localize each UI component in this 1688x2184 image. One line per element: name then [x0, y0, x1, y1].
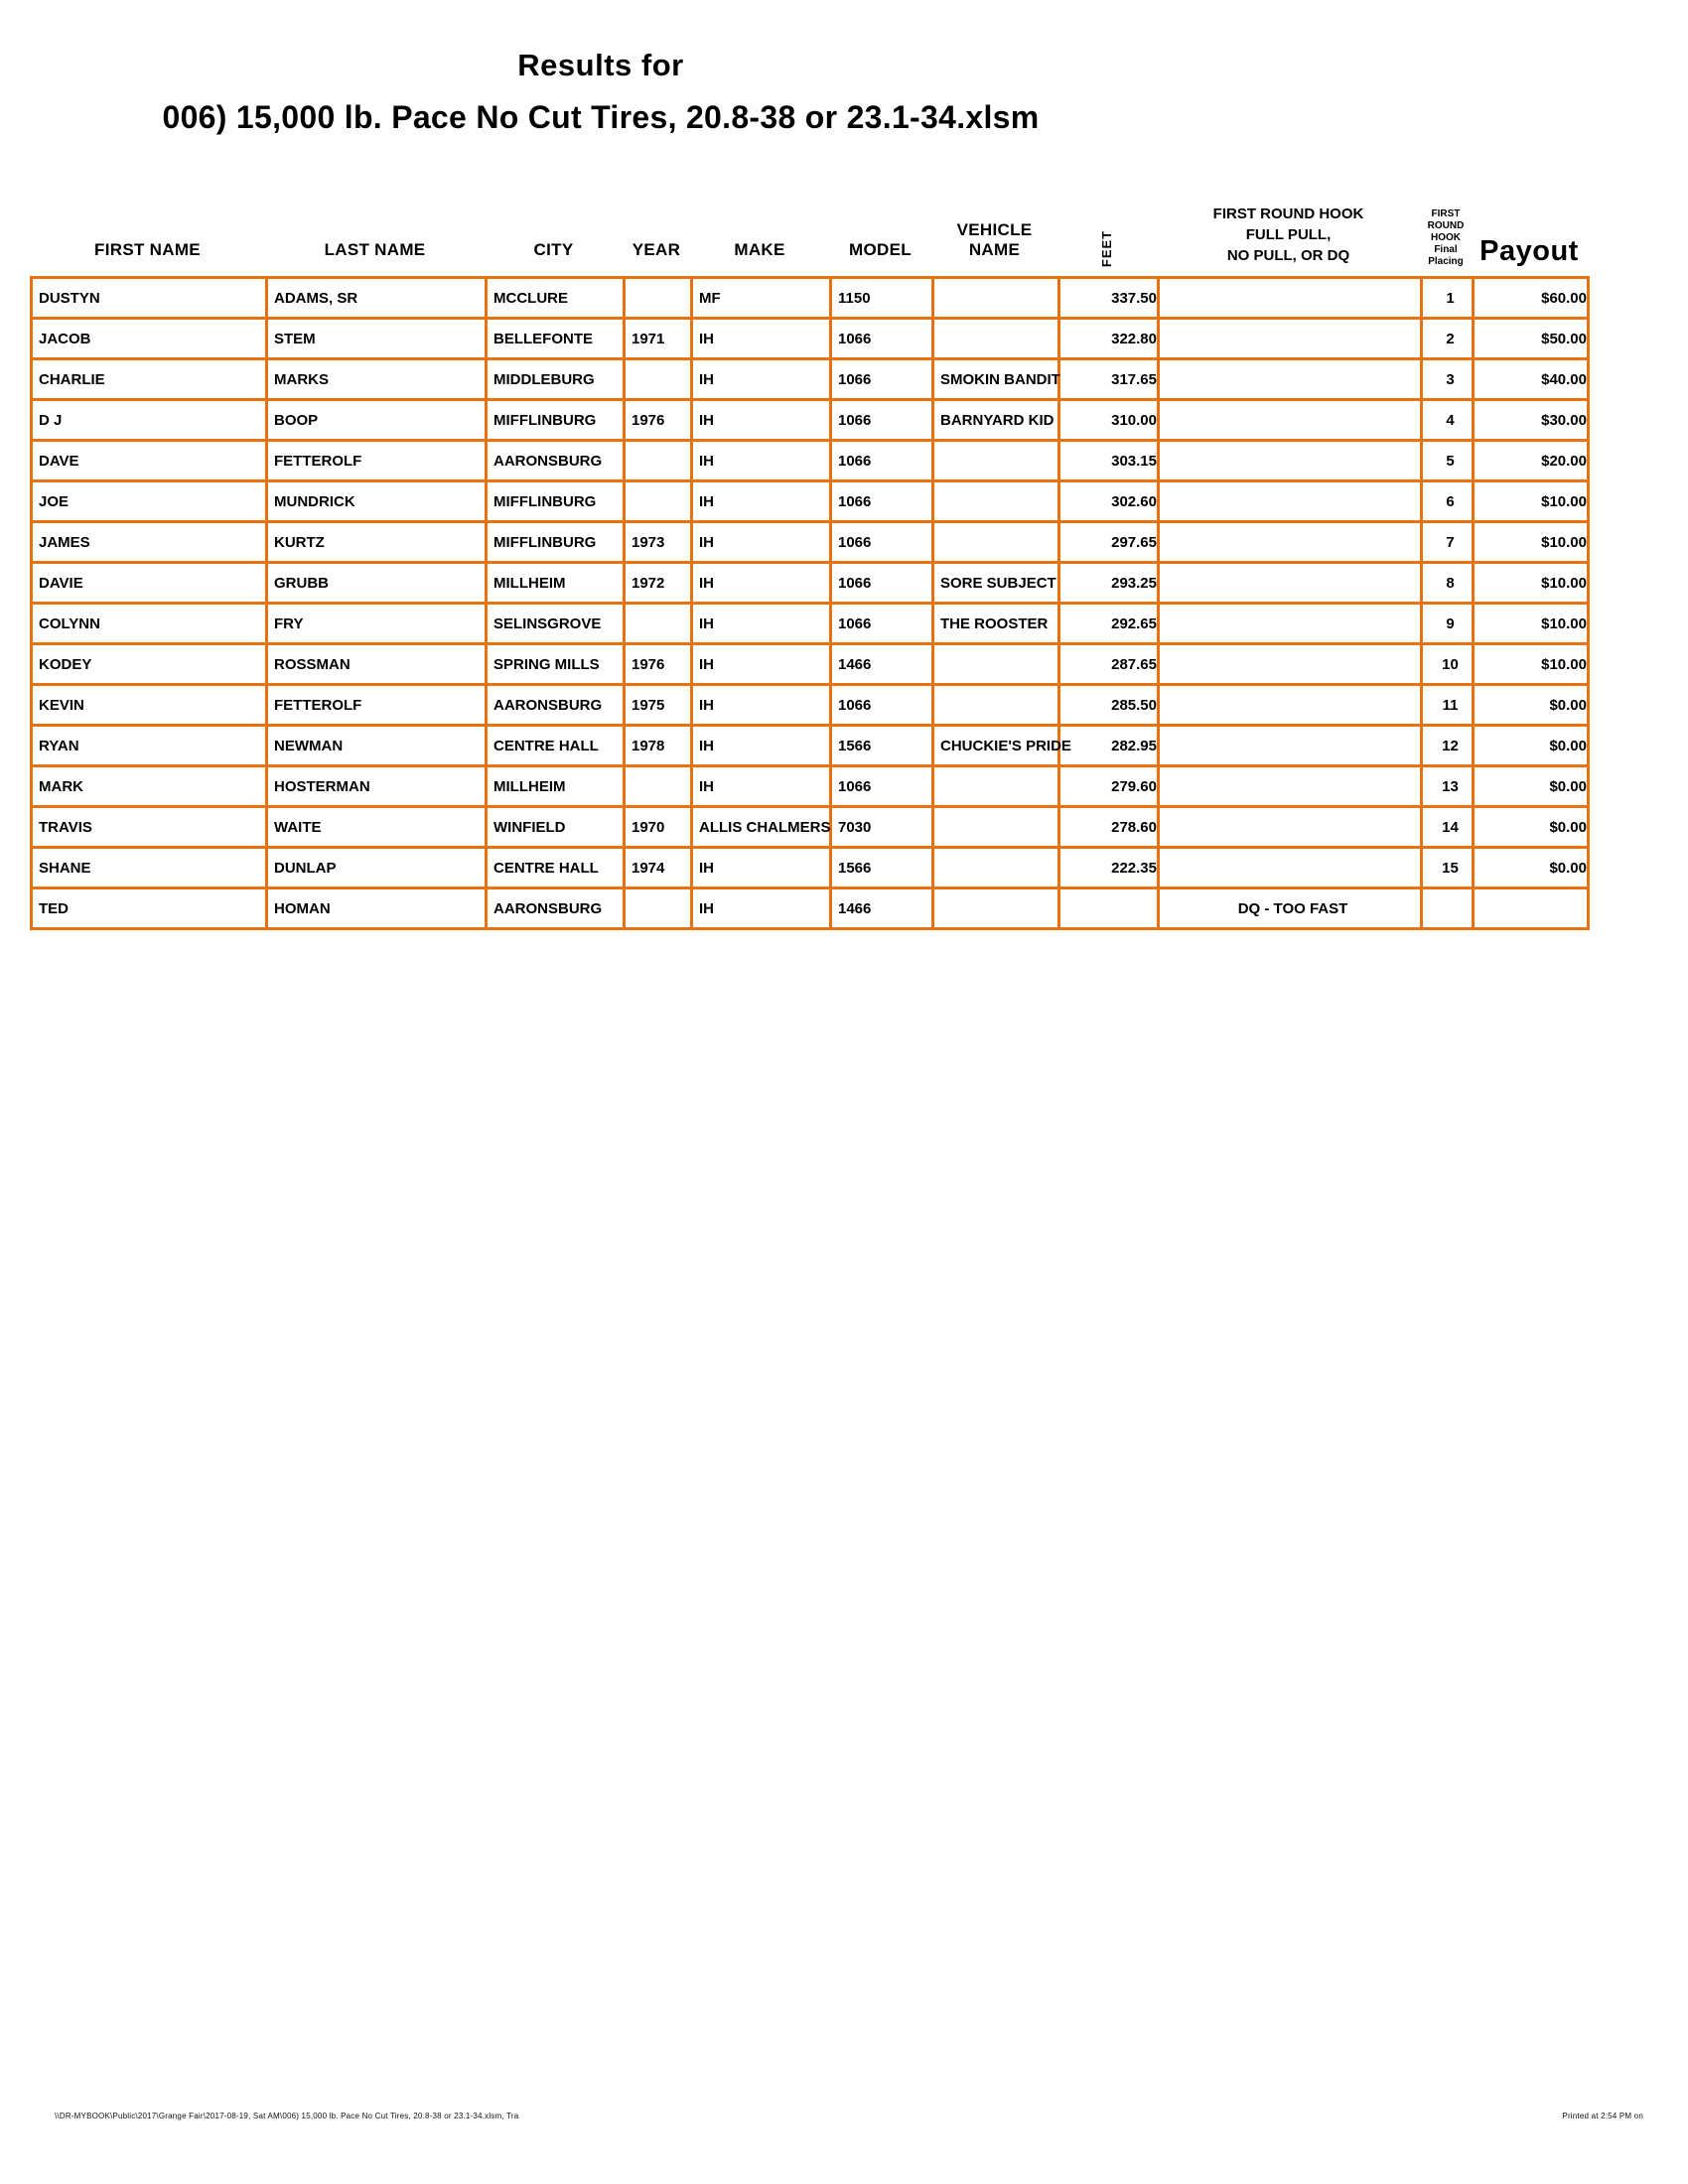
cell-feet: 287.65 — [1059, 644, 1159, 685]
cell-city: MIFFLINBURG — [487, 522, 625, 563]
col-header-year: YEAR — [632, 240, 681, 259]
cell-model: 1066 — [831, 441, 933, 481]
cell-year: 1972 — [625, 563, 692, 604]
cell-first-name: JACOB — [32, 319, 267, 359]
cell-final-placing: 8 — [1422, 563, 1474, 604]
cell-final-placing: 2 — [1422, 319, 1474, 359]
cell-feet — [1059, 888, 1159, 929]
column-header-row — [30, 149, 1587, 276]
cell-city: CENTRE HALL — [487, 848, 625, 888]
cell-first-round-hook-result — [1159, 848, 1422, 888]
cell-payout: $0.00 — [1474, 766, 1589, 807]
cell-last-name: STEM — [267, 319, 487, 359]
cell-vehicle-name — [933, 522, 1059, 563]
cell-make: IH — [692, 888, 831, 929]
placing-header-line5: Placing — [1428, 256, 1464, 267]
cell-make: IH — [692, 644, 831, 685]
cell-vehicle-name — [933, 441, 1059, 481]
cell-first-name: TRAVIS — [32, 807, 267, 848]
cell-payout: $20.00 — [1474, 441, 1589, 481]
cell-first-round-hook-result — [1159, 644, 1422, 685]
placing-header-line1: FIRST — [1431, 208, 1461, 219]
footer-printed-time: Printed at 2:54 PM on — [1562, 2112, 1643, 2120]
cell-year: 1976 — [625, 400, 692, 441]
cell-final-placing: 3 — [1422, 359, 1474, 400]
table-row — [32, 319, 1589, 359]
cell-last-name: FRY — [267, 604, 487, 644]
table-row — [32, 604, 1589, 644]
cell-feet: 310.00 — [1059, 400, 1159, 441]
cell-city: SPRING MILLS — [487, 644, 625, 685]
cell-make: IH — [692, 563, 831, 604]
cell-make: IH — [692, 481, 831, 522]
cell-first-round-hook-result — [1159, 563, 1422, 604]
cell-final-placing: 15 — [1422, 848, 1474, 888]
table-row — [32, 400, 1589, 441]
cell-year: 1978 — [625, 726, 692, 766]
col-header-payout: Payout — [1479, 235, 1579, 267]
cell-last-name: MARKS — [267, 359, 487, 400]
cell-first-name: MARK — [32, 766, 267, 807]
cell-last-name: BOOP — [267, 400, 487, 441]
col-header-make: MAKE — [734, 240, 785, 259]
cell-city: MILLHEIM — [487, 563, 625, 604]
cell-first-round-hook-result — [1159, 359, 1422, 400]
cell-last-name: HOSTERMAN — [267, 766, 487, 807]
cell-city: AARONSBURG — [487, 441, 625, 481]
cell-feet: 293.25 — [1059, 563, 1159, 604]
cell-last-name: ADAMS, SR — [267, 278, 487, 319]
cell-vehicle-name — [933, 766, 1059, 807]
results-table-body — [32, 278, 1589, 929]
cell-first-round-hook-result: DQ - TOO FAST — [1159, 888, 1422, 929]
hook-header-line3: NO PULL, OR DQ — [1226, 247, 1350, 264]
cell-make: IH — [692, 319, 831, 359]
cell-city: MIDDLEBURG — [487, 359, 625, 400]
cell-feet: 322.80 — [1059, 319, 1159, 359]
table-row — [32, 644, 1589, 685]
cell-feet: 317.65 — [1059, 359, 1159, 400]
cell-last-name: KURTZ — [267, 522, 487, 563]
cell-make: IH — [692, 359, 831, 400]
cell-first-round-hook-result — [1159, 685, 1422, 726]
cell-model: 1066 — [831, 359, 933, 400]
col-header-city: CITY — [533, 240, 574, 259]
cell-payout: $0.00 — [1474, 848, 1589, 888]
cell-model: 1066 — [831, 481, 933, 522]
cell-first-name: JAMES — [32, 522, 267, 563]
cell-model: 7030 — [831, 807, 933, 848]
cell-feet: 279.60 — [1059, 766, 1159, 807]
cell-vehicle-name — [933, 848, 1059, 888]
table-row — [32, 726, 1589, 766]
cell-year: 1971 — [625, 319, 692, 359]
cell-final-placing: 6 — [1422, 481, 1474, 522]
cell-model: 1466 — [831, 644, 933, 685]
cell-last-name: WAITE — [267, 807, 487, 848]
cell-payout: $0.00 — [1474, 726, 1589, 766]
placing-header-line2: ROUND — [1427, 220, 1465, 231]
col-header-first-name: FIRST NAME — [94, 240, 201, 259]
results-table — [30, 276, 1590, 930]
report-title-block — [30, 48, 1172, 136]
col-header-feet — [1057, 149, 1157, 276]
table-row — [32, 481, 1589, 522]
cell-last-name: DUNLAP — [267, 848, 487, 888]
cell-vehicle-name: SORE SUBJECT — [933, 563, 1059, 604]
cell-year — [625, 441, 692, 481]
col-header-last-name: LAST NAME — [324, 240, 426, 259]
cell-payout: $10.00 — [1474, 522, 1589, 563]
cell-final-placing: 13 — [1422, 766, 1474, 807]
cell-city: MILLHEIM — [487, 766, 625, 807]
cell-vehicle-name: SMOKIN BANDIT — [933, 359, 1059, 400]
cell-first-name: RYAN — [32, 726, 267, 766]
cell-final-placing — [1422, 888, 1474, 929]
cell-last-name: ROSSMAN — [267, 644, 487, 685]
cell-vehicle-name — [933, 644, 1059, 685]
cell-year — [625, 888, 692, 929]
cell-last-name: HOMAN — [267, 888, 487, 929]
cell-payout: $10.00 — [1474, 481, 1589, 522]
hook-header-line1: FIRST ROUND HOOK — [1212, 205, 1364, 222]
cell-feet: 278.60 — [1059, 807, 1159, 848]
cell-first-name: DAVIE — [32, 563, 267, 604]
table-row — [32, 278, 1589, 319]
cell-city: MIFFLINBURG — [487, 400, 625, 441]
cell-final-placing: 14 — [1422, 807, 1474, 848]
cell-model: 1150 — [831, 278, 933, 319]
cell-first-round-hook-result — [1159, 400, 1422, 441]
cell-city: WINFIELD — [487, 807, 625, 848]
cell-make: IH — [692, 522, 831, 563]
cell-last-name: FETTEROLF — [267, 441, 487, 481]
cell-final-placing: 9 — [1422, 604, 1474, 644]
cell-payout: $10.00 — [1474, 604, 1589, 644]
cell-feet: 337.50 — [1059, 278, 1159, 319]
cell-make: MF — [692, 278, 831, 319]
cell-make: IH — [692, 441, 831, 481]
cell-first-round-hook-result — [1159, 522, 1422, 563]
cell-first-round-hook-result — [1159, 807, 1422, 848]
cell-payout — [1474, 888, 1589, 929]
report-title: Results for — [517, 48, 684, 82]
table-row — [32, 848, 1589, 888]
cell-vehicle-name — [933, 685, 1059, 726]
col-header-model: MODEL — [849, 240, 912, 259]
table-row — [32, 807, 1589, 848]
col-header-final-placing — [1420, 149, 1472, 276]
cell-year: 1973 — [625, 522, 692, 563]
cell-last-name: NEWMAN — [267, 726, 487, 766]
cell-payout: $60.00 — [1474, 278, 1589, 319]
cell-first-round-hook-result — [1159, 481, 1422, 522]
cell-city: SELINSGROVE — [487, 604, 625, 644]
cell-year — [625, 359, 692, 400]
cell-feet: 285.50 — [1059, 685, 1159, 726]
cell-city: CENTRE HALL — [487, 726, 625, 766]
cell-feet: 303.15 — [1059, 441, 1159, 481]
cell-final-placing: 1 — [1422, 278, 1474, 319]
footer-file-path: \\DR-MYBOOK\Public\2017\Grange Fair\2017-08-19, Sat AM\006) 15,000 lb. Pace No Cut Tires, 20.8-38 or 23.1-34.xlsm, Tra — [55, 2112, 519, 2120]
cell-city: MIFFLINBURG — [487, 481, 625, 522]
cell-model: 1066 — [831, 685, 933, 726]
cell-vehicle-name — [933, 888, 1059, 929]
cell-vehicle-name — [933, 481, 1059, 522]
cell-payout: $10.00 — [1474, 644, 1589, 685]
cell-last-name: GRUBB — [267, 563, 487, 604]
cell-make: IH — [692, 400, 831, 441]
cell-first-name: D J — [32, 400, 267, 441]
placing-header-line3: HOOK — [1430, 232, 1461, 243]
cell-payout: $30.00 — [1474, 400, 1589, 441]
placing-header-line4: Final — [1434, 244, 1458, 255]
cell-final-placing: 4 — [1422, 400, 1474, 441]
cell-payout: $10.00 — [1474, 563, 1589, 604]
cell-payout: $50.00 — [1474, 319, 1589, 359]
table-row — [32, 563, 1589, 604]
cell-payout: $0.00 — [1474, 807, 1589, 848]
cell-make: IH — [692, 726, 831, 766]
cell-model: 1566 — [831, 726, 933, 766]
cell-vehicle-name: BARNYARD KID — [933, 400, 1059, 441]
cell-model: 1466 — [831, 888, 933, 929]
cell-last-name: FETTEROLF — [267, 685, 487, 726]
cell-model: 1566 — [831, 848, 933, 888]
cell-year: 1970 — [625, 807, 692, 848]
cell-feet: 292.65 — [1059, 604, 1159, 644]
cell-first-name: DUSTYN — [32, 278, 267, 319]
cell-final-placing: 10 — [1422, 644, 1474, 685]
cell-make: IH — [692, 604, 831, 644]
cell-make: IH — [692, 848, 831, 888]
cell-first-name: COLYNN — [32, 604, 267, 644]
table-row — [32, 359, 1589, 400]
cell-first-round-hook-result — [1159, 441, 1422, 481]
cell-year — [625, 604, 692, 644]
hook-header-line2: FULL PULL, — [1245, 226, 1332, 243]
cell-first-name: KEVIN — [32, 685, 267, 726]
cell-model: 1066 — [831, 319, 933, 359]
cell-first-name: DAVE — [32, 441, 267, 481]
cell-first-name: TED — [32, 888, 267, 929]
cell-vehicle-name: THE ROOSTER — [933, 604, 1059, 644]
cell-feet: 302.60 — [1059, 481, 1159, 522]
cell-year: 1976 — [625, 644, 692, 685]
cell-final-placing: 7 — [1422, 522, 1474, 563]
cell-vehicle-name — [933, 319, 1059, 359]
cell-make: IH — [692, 766, 831, 807]
cell-vehicle-name — [933, 807, 1059, 848]
report-subtitle-filename: 006) 15,000 lb. Pace No Cut Tires, 20.8-38 or 23.1-34.xlsm — [162, 99, 1040, 135]
feet-rotated-label: FEET — [1099, 229, 1115, 268]
table-row — [32, 685, 1589, 726]
cell-city: AARONSBURG — [487, 888, 625, 929]
cell-model: 1066 — [831, 766, 933, 807]
table-row — [32, 441, 1589, 481]
cell-year: 1975 — [625, 685, 692, 726]
cell-vehicle-name — [933, 278, 1059, 319]
cell-payout: $0.00 — [1474, 685, 1589, 726]
cell-feet: 297.65 — [1059, 522, 1159, 563]
cell-first-name: CHARLIE — [32, 359, 267, 400]
cell-vehicle-name: CHUCKIE'S PRIDE — [933, 726, 1059, 766]
cell-first-round-hook-result — [1159, 319, 1422, 359]
cell-make: ALLIS CHALMERS — [692, 807, 831, 848]
cell-model: 1066 — [831, 563, 933, 604]
cell-model: 1066 — [831, 522, 933, 563]
cell-first-round-hook-result — [1159, 604, 1422, 644]
col-header-first-round-hook-result — [1157, 149, 1420, 276]
cell-first-round-hook-result — [1159, 766, 1422, 807]
cell-payout: $40.00 — [1474, 359, 1589, 400]
cell-year — [625, 278, 692, 319]
cell-make: IH — [692, 685, 831, 726]
cell-first-name: SHANE — [32, 848, 267, 888]
cell-first-name: JOE — [32, 481, 267, 522]
cell-year — [625, 766, 692, 807]
cell-final-placing: 5 — [1422, 441, 1474, 481]
cell-model: 1066 — [831, 400, 933, 441]
cell-final-placing: 12 — [1422, 726, 1474, 766]
cell-final-placing: 11 — [1422, 685, 1474, 726]
cell-first-name: KODEY — [32, 644, 267, 685]
col-header-vehicle-name: VEHICLE NAME — [956, 220, 1033, 259]
cell-first-round-hook-result — [1159, 278, 1422, 319]
cell-year: 1974 — [625, 848, 692, 888]
cell-city: BELLEFONTE — [487, 319, 625, 359]
cell-feet: 222.35 — [1059, 848, 1159, 888]
cell-city: MCCLURE — [487, 278, 625, 319]
cell-last-name: MUNDRICK — [267, 481, 487, 522]
table-row — [32, 766, 1589, 807]
table-row — [32, 888, 1589, 929]
cell-feet: 282.95 — [1059, 726, 1159, 766]
table-row — [32, 522, 1589, 563]
cell-city: AARONSBURG — [487, 685, 625, 726]
cell-model: 1066 — [831, 604, 933, 644]
cell-year — [625, 481, 692, 522]
cell-first-round-hook-result — [1159, 726, 1422, 766]
